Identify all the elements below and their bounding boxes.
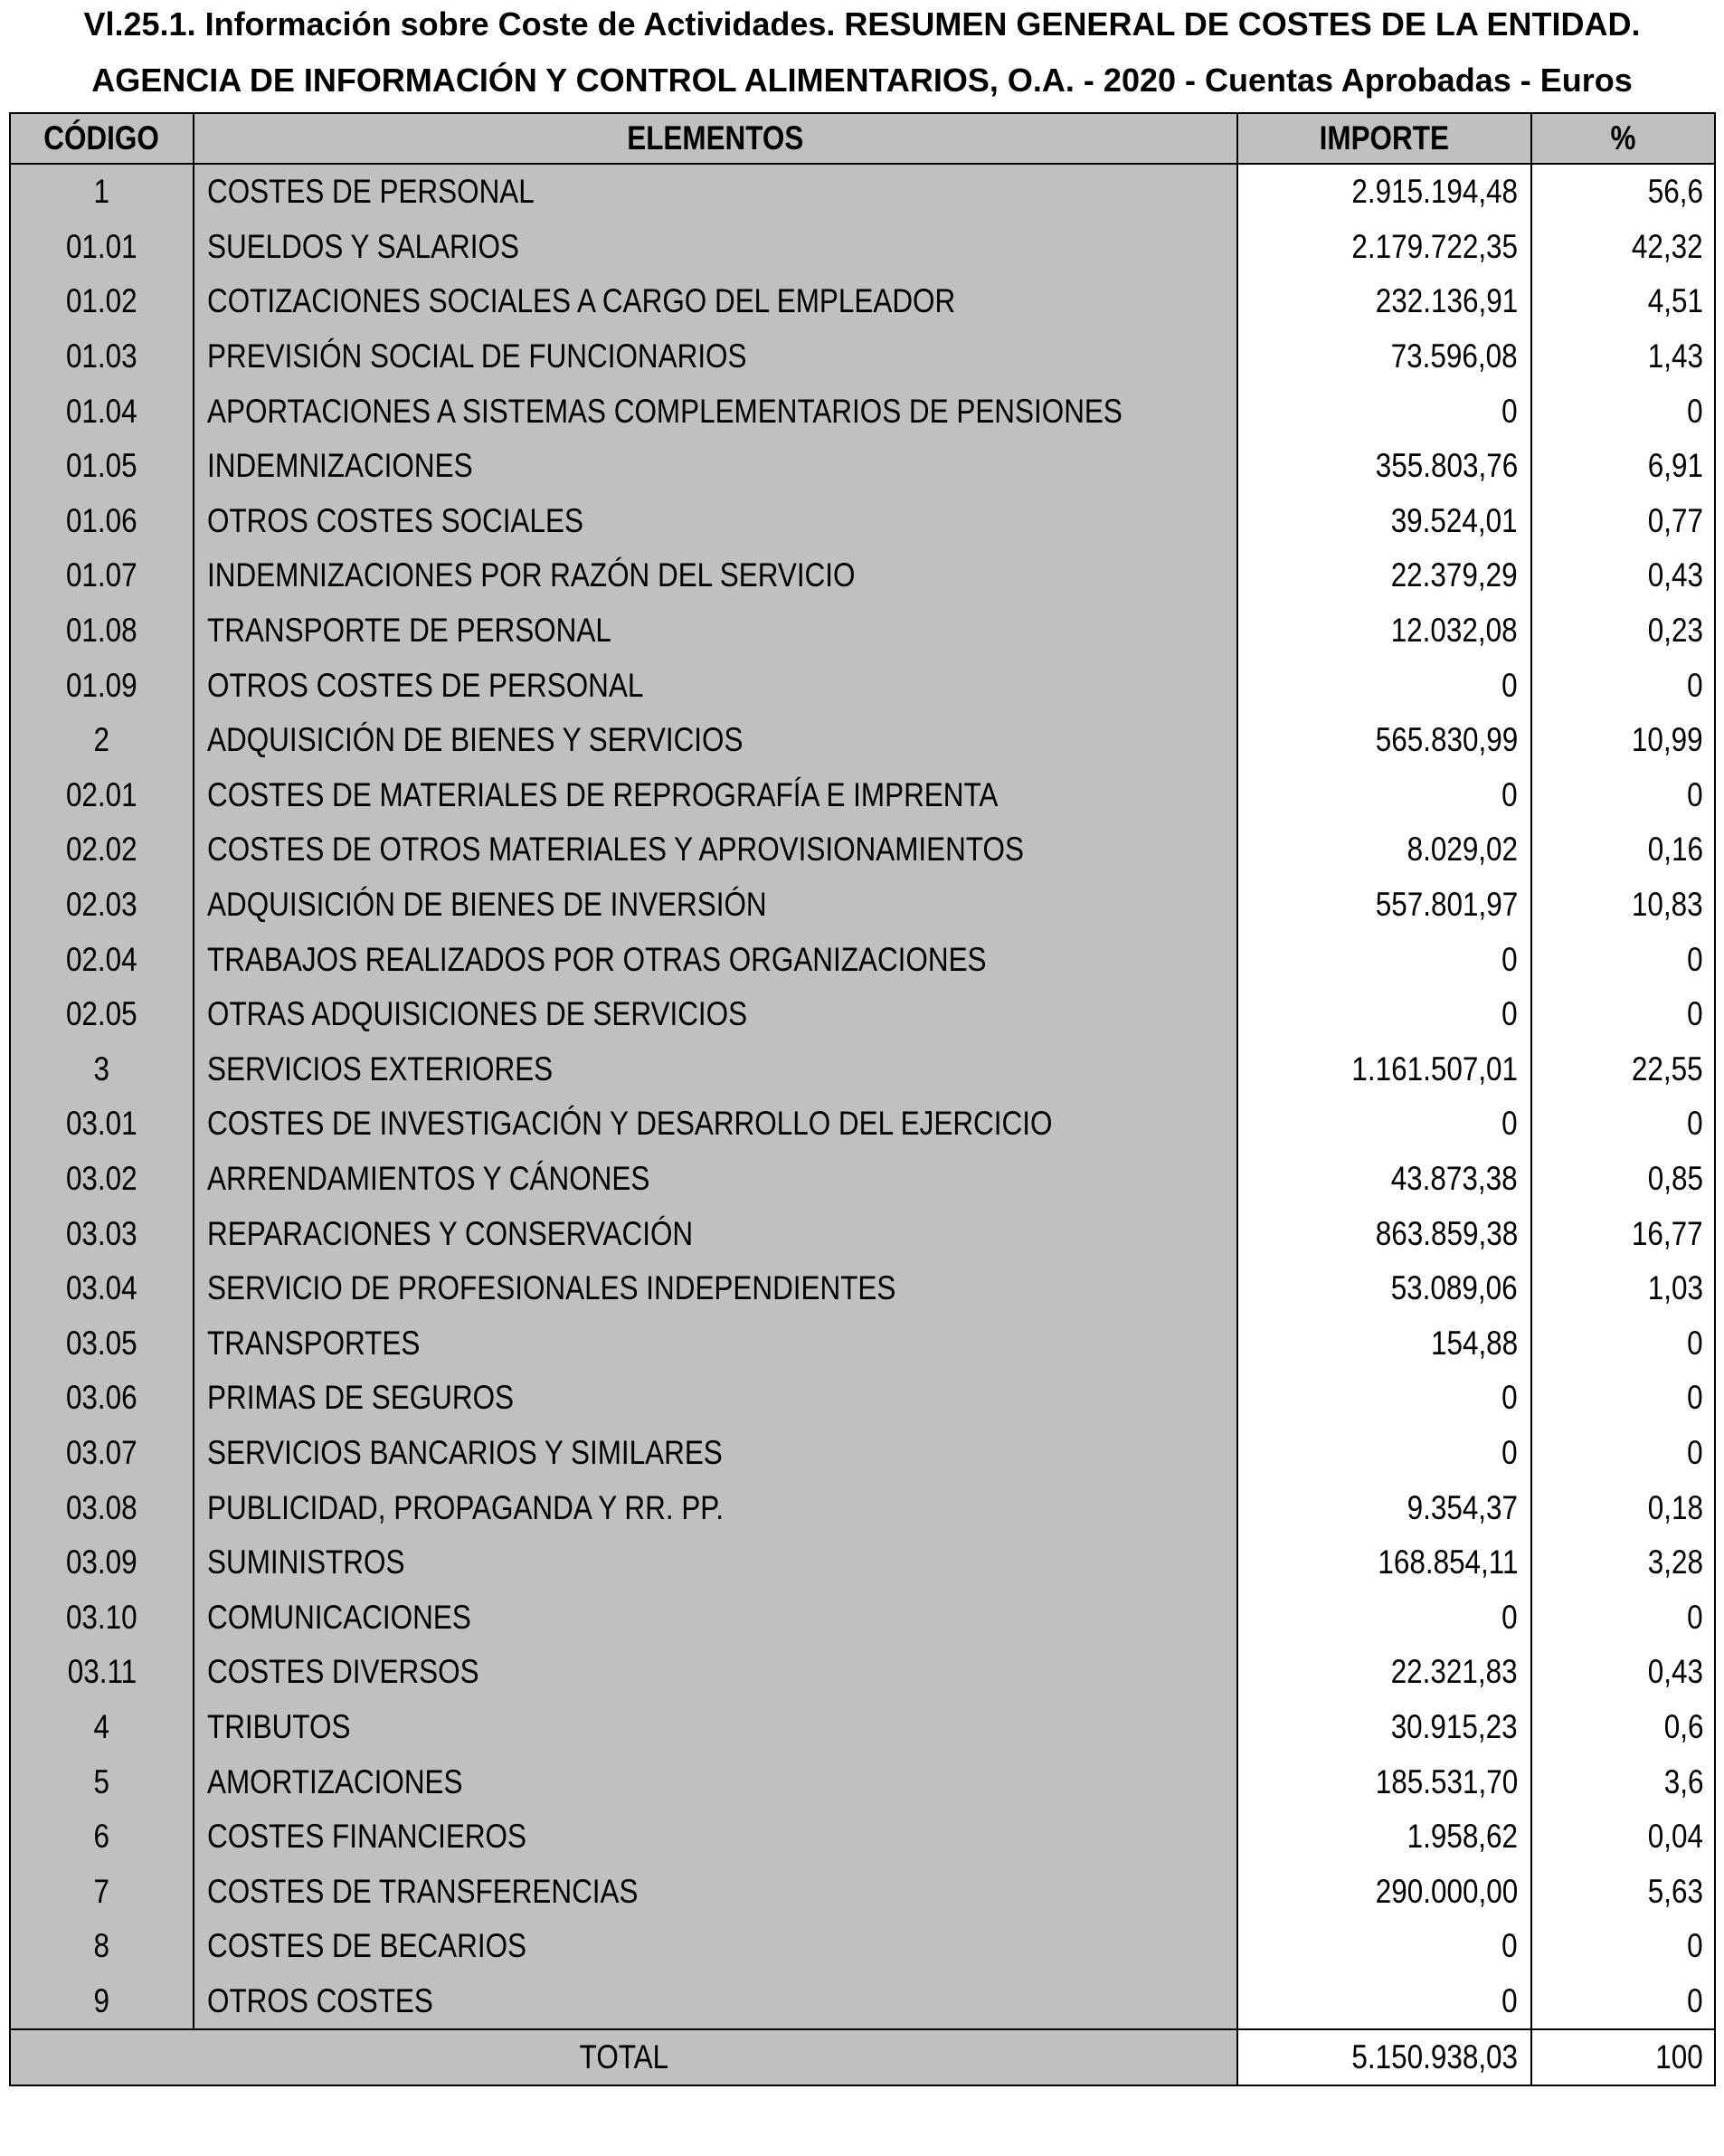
row-element: COSTES DE PERSONAL	[194, 164, 1237, 220]
total-amount: 5.150.938,03	[1237, 2029, 1531, 2085]
row-code: 03.11	[10, 1645, 194, 1700]
row-element: COMUNICACIONES	[194, 1590, 1237, 1645]
row-amount: 232.136,91	[1237, 274, 1531, 329]
table-row	[10, 822, 1715, 878]
row-pct: 0,16	[1531, 822, 1715, 878]
table-row	[10, 1042, 1715, 1097]
row-pct: 0	[1531, 1919, 1715, 1974]
row-code: 7	[10, 1864, 194, 1919]
row-element: TRANSPORTE DE PERSONAL	[194, 603, 1237, 659]
table-row	[10, 329, 1715, 385]
row-code: 03.01	[10, 1097, 194, 1152]
row-element: TRANSPORTES	[194, 1315, 1237, 1371]
row-amount: 0	[1237, 1371, 1531, 1426]
table-row	[10, 1919, 1715, 1974]
row-element: REPARACIONES Y CONSERVACIÓN	[194, 1206, 1237, 1261]
row-element: PRIMAS DE SEGUROS	[194, 1371, 1237, 1426]
row-element: COSTES DE MATERIALES DE REPROGRAFÍA E IMPRENTA	[194, 768, 1237, 823]
row-code: 02.01	[10, 768, 194, 823]
row-pct: 0	[1531, 768, 1715, 823]
row-element: COSTES DIVERSOS	[194, 1645, 1237, 1700]
row-amount: 8.029,02	[1237, 822, 1531, 878]
row-code: 03.05	[10, 1315, 194, 1371]
table-row	[10, 1152, 1715, 1207]
row-amount: 12.032,08	[1237, 603, 1531, 659]
row-element: OTROS COSTES DE PERSONAL	[194, 658, 1237, 713]
total-pct: 100	[1531, 2029, 1715, 2085]
row-pct: 1,03	[1531, 1261, 1715, 1316]
row-code: 02.05	[10, 987, 194, 1042]
table-row	[10, 439, 1715, 494]
row-amount: 0	[1237, 987, 1531, 1042]
row-code: 01.06	[10, 494, 194, 549]
header-importe: IMPORTE	[1237, 113, 1531, 164]
row-element: PREVISIÓN SOCIAL DE FUNCIONARIOS	[194, 329, 1237, 385]
row-pct: 0,04	[1531, 1809, 1715, 1865]
row-pct: 0,85	[1531, 1152, 1715, 1207]
row-amount: 2.915.194,48	[1237, 164, 1531, 220]
table-row	[10, 1097, 1715, 1152]
row-element: APORTACIONES A SISTEMAS COMPLEMENTARIOS DE PENSIONES	[194, 384, 1237, 439]
row-pct: 0	[1531, 1371, 1715, 1426]
row-pct: 10,99	[1531, 713, 1715, 768]
row-pct: 0,6	[1531, 1700, 1715, 1755]
header-row	[10, 113, 1715, 164]
table-row	[10, 1809, 1715, 1865]
row-code: 03.07	[10, 1426, 194, 1481]
table-row	[10, 1700, 1715, 1755]
table-row	[10, 384, 1715, 439]
row-pct: 3,28	[1531, 1535, 1715, 1591]
row-amount: 168.854,11	[1237, 1535, 1531, 1591]
row-element: TRABAJOS REALIZADOS POR OTRAS ORGANIZACIONES	[194, 932, 1237, 987]
row-pct: 3,6	[1531, 1754, 1715, 1809]
row-element: SERVICIOS EXTERIORES	[194, 1042, 1237, 1097]
row-element: OTROS COSTES	[194, 1974, 1237, 2030]
table-row	[10, 1206, 1715, 1261]
row-amount: 2.179.722,35	[1237, 220, 1531, 275]
row-code: 6	[10, 1809, 194, 1865]
table-row	[10, 603, 1715, 659]
header-pct: %	[1531, 113, 1715, 164]
row-code: 01.07	[10, 548, 194, 603]
row-code: 03.09	[10, 1535, 194, 1591]
row-amount: 0	[1237, 658, 1531, 713]
row-element: INDEMNIZACIONES POR RAZÓN DEL SERVICIO	[194, 548, 1237, 603]
row-element: COSTES DE BECARIOS	[194, 1919, 1237, 1974]
row-element: ARRENDAMIENTOS Y CÁNONES	[194, 1152, 1237, 1207]
row-amount: 0	[1237, 768, 1531, 823]
row-amount: 154,88	[1237, 1315, 1531, 1371]
row-pct: 0	[1531, 384, 1715, 439]
row-pct: 4,51	[1531, 274, 1715, 329]
row-code: 01.01	[10, 220, 194, 275]
row-element: SUMINISTROS	[194, 1535, 1237, 1591]
table-row	[10, 1315, 1715, 1371]
row-amount: 22.321,83	[1237, 1645, 1531, 1700]
row-amount: 1.161.507,01	[1237, 1042, 1531, 1097]
row-element: ADQUISICIÓN DE BIENES Y SERVICIOS	[194, 713, 1237, 768]
table-row	[10, 1535, 1715, 1591]
row-code: 5	[10, 1754, 194, 1809]
row-element: COSTES DE OTROS MATERIALES Y APROVISIONAMIENTOS	[194, 822, 1237, 878]
row-code: 01.08	[10, 603, 194, 659]
row-pct: 0	[1531, 1426, 1715, 1481]
row-element: PUBLICIDAD, PROPAGANDA Y RR. PP.	[194, 1480, 1237, 1535]
table-body	[10, 164, 1715, 2029]
row-element: COSTES FINANCIEROS	[194, 1809, 1237, 1865]
row-pct: 10,83	[1531, 878, 1715, 933]
row-code: 01.03	[10, 329, 194, 385]
row-element: OTROS COSTES SOCIALES	[194, 494, 1237, 549]
row-element: ADQUISICIÓN DE BIENES DE INVERSIÓN	[194, 878, 1237, 933]
row-element: TRIBUTOS	[194, 1700, 1237, 1755]
row-pct: 0,43	[1531, 1645, 1715, 1700]
row-element: SERVICIOS BANCARIOS Y SIMILARES	[194, 1426, 1237, 1481]
row-pct: 0	[1531, 987, 1715, 1042]
row-code: 01.04	[10, 384, 194, 439]
table-row	[10, 274, 1715, 329]
row-amount: 39.524,01	[1237, 494, 1531, 549]
row-pct: 6,91	[1531, 439, 1715, 494]
row-code: 03.02	[10, 1152, 194, 1207]
table-row	[10, 932, 1715, 987]
table-row	[10, 658, 1715, 713]
table-row	[10, 713, 1715, 768]
row-element: AMORTIZACIONES	[194, 1754, 1237, 1809]
table-row	[10, 494, 1715, 549]
row-code: 2	[10, 713, 194, 768]
row-pct: 0,23	[1531, 603, 1715, 659]
row-pct: 0,77	[1531, 494, 1715, 549]
table-row	[10, 1480, 1715, 1535]
row-amount: 0	[1237, 932, 1531, 987]
table-row	[10, 768, 1715, 823]
row-amount: 53.089,06	[1237, 1261, 1531, 1316]
row-amount: 30.915,23	[1237, 1700, 1531, 1755]
row-amount: 565.830,99	[1237, 713, 1531, 768]
table-row	[10, 164, 1715, 220]
row-pct: 0,43	[1531, 548, 1715, 603]
row-code: 03.10	[10, 1590, 194, 1645]
row-code: 4	[10, 1700, 194, 1755]
table-row	[10, 1590, 1715, 1645]
row-amount: 0	[1237, 1097, 1531, 1152]
table-row	[10, 1371, 1715, 1426]
row-code: 03.06	[10, 1371, 194, 1426]
header-elementos: ELEMENTOS	[194, 113, 1237, 164]
row-amount: 0	[1237, 1426, 1531, 1481]
row-pct: 0	[1531, 1097, 1715, 1152]
row-code: 8	[10, 1919, 194, 1974]
row-amount: 43.873,38	[1237, 1152, 1531, 1207]
row-code: 3	[10, 1042, 194, 1097]
table-row	[10, 548, 1715, 603]
row-code: 03.08	[10, 1480, 194, 1535]
report-title-line-1: Vl.25.1. Información sobre Coste de Actividades. RESUMEN GENERAL DE COSTES DE LA ENTIDAD.	[83, 5, 1641, 43]
row-amount: 73.596,08	[1237, 329, 1531, 385]
row-code: 01.09	[10, 658, 194, 713]
row-amount: 290.000,00	[1237, 1864, 1531, 1919]
row-pct: 0	[1531, 932, 1715, 987]
row-amount: 0	[1237, 1590, 1531, 1645]
row-pct: 0,18	[1531, 1480, 1715, 1535]
table-row	[10, 987, 1715, 1042]
row-pct: 56,6	[1531, 164, 1715, 220]
row-pct: 0	[1531, 658, 1715, 713]
row-pct: 0	[1531, 1974, 1715, 2030]
row-code: 02.03	[10, 878, 194, 933]
row-amount: 355.803,76	[1237, 439, 1531, 494]
row-code: 01.02	[10, 274, 194, 329]
row-amount: 9.354,37	[1237, 1480, 1531, 1535]
row-code: 02.02	[10, 822, 194, 878]
row-amount: 863.859,38	[1237, 1206, 1531, 1261]
row-code: 02.04	[10, 932, 194, 987]
row-element: OTRAS ADQUISICIONES DE SERVICIOS	[194, 987, 1237, 1042]
row-code: 03.03	[10, 1206, 194, 1261]
row-pct: 42,32	[1531, 220, 1715, 275]
report-title-line-2: AGENCIA DE INFORMACIÓN Y CONTROL ALIMENTARIOS, O.A. - 2020 - Cuentas Aprobadas - Euros	[91, 62, 1633, 99]
row-amount: 185.531,70	[1237, 1754, 1531, 1809]
table-row	[10, 1645, 1715, 1700]
row-code: 1	[10, 164, 194, 220]
row-code: 9	[10, 1974, 194, 2030]
row-amount: 22.379,29	[1237, 548, 1531, 603]
row-pct: 1,43	[1531, 329, 1715, 385]
row-pct: 0	[1531, 1590, 1715, 1645]
row-pct: 16,77	[1531, 1206, 1715, 1261]
total-label: TOTAL	[10, 2029, 1237, 2085]
row-element: COSTES DE TRANSFERENCIAS	[194, 1864, 1237, 1919]
table-row	[10, 1864, 1715, 1919]
table-row	[10, 1426, 1715, 1481]
table-row	[10, 1974, 1715, 2030]
table-row	[10, 1261, 1715, 1316]
header-codigo: CÓDIGO	[10, 113, 194, 164]
cost-summary-table	[9, 112, 1716, 2086]
table-row	[10, 1754, 1715, 1809]
row-code: 03.04	[10, 1261, 194, 1316]
row-amount: 0	[1237, 384, 1531, 439]
row-element: SUELDOS Y SALARIOS	[194, 220, 1237, 275]
total-row	[10, 2029, 1715, 2085]
row-pct: 5,63	[1531, 1864, 1715, 1919]
row-amount: 1.958,62	[1237, 1809, 1531, 1865]
row-pct: 22,55	[1531, 1042, 1715, 1097]
row-element: SERVICIO DE PROFESIONALES INDEPENDIENTES	[194, 1261, 1237, 1316]
row-amount: 0	[1237, 1974, 1531, 2030]
row-element: COSTES DE INVESTIGACIÓN Y DESARROLLO DEL EJERCICIO	[194, 1097, 1237, 1152]
row-pct: 0	[1531, 1315, 1715, 1371]
row-amount: 557.801,97	[1237, 878, 1531, 933]
table-row	[10, 220, 1715, 275]
row-element: INDEMNIZACIONES	[194, 439, 1237, 494]
row-code: 01.05	[10, 439, 194, 494]
row-element: COTIZACIONES SOCIALES A CARGO DEL EMPLEADOR	[194, 274, 1237, 329]
row-amount: 0	[1237, 1919, 1531, 1974]
table-row	[10, 878, 1715, 933]
